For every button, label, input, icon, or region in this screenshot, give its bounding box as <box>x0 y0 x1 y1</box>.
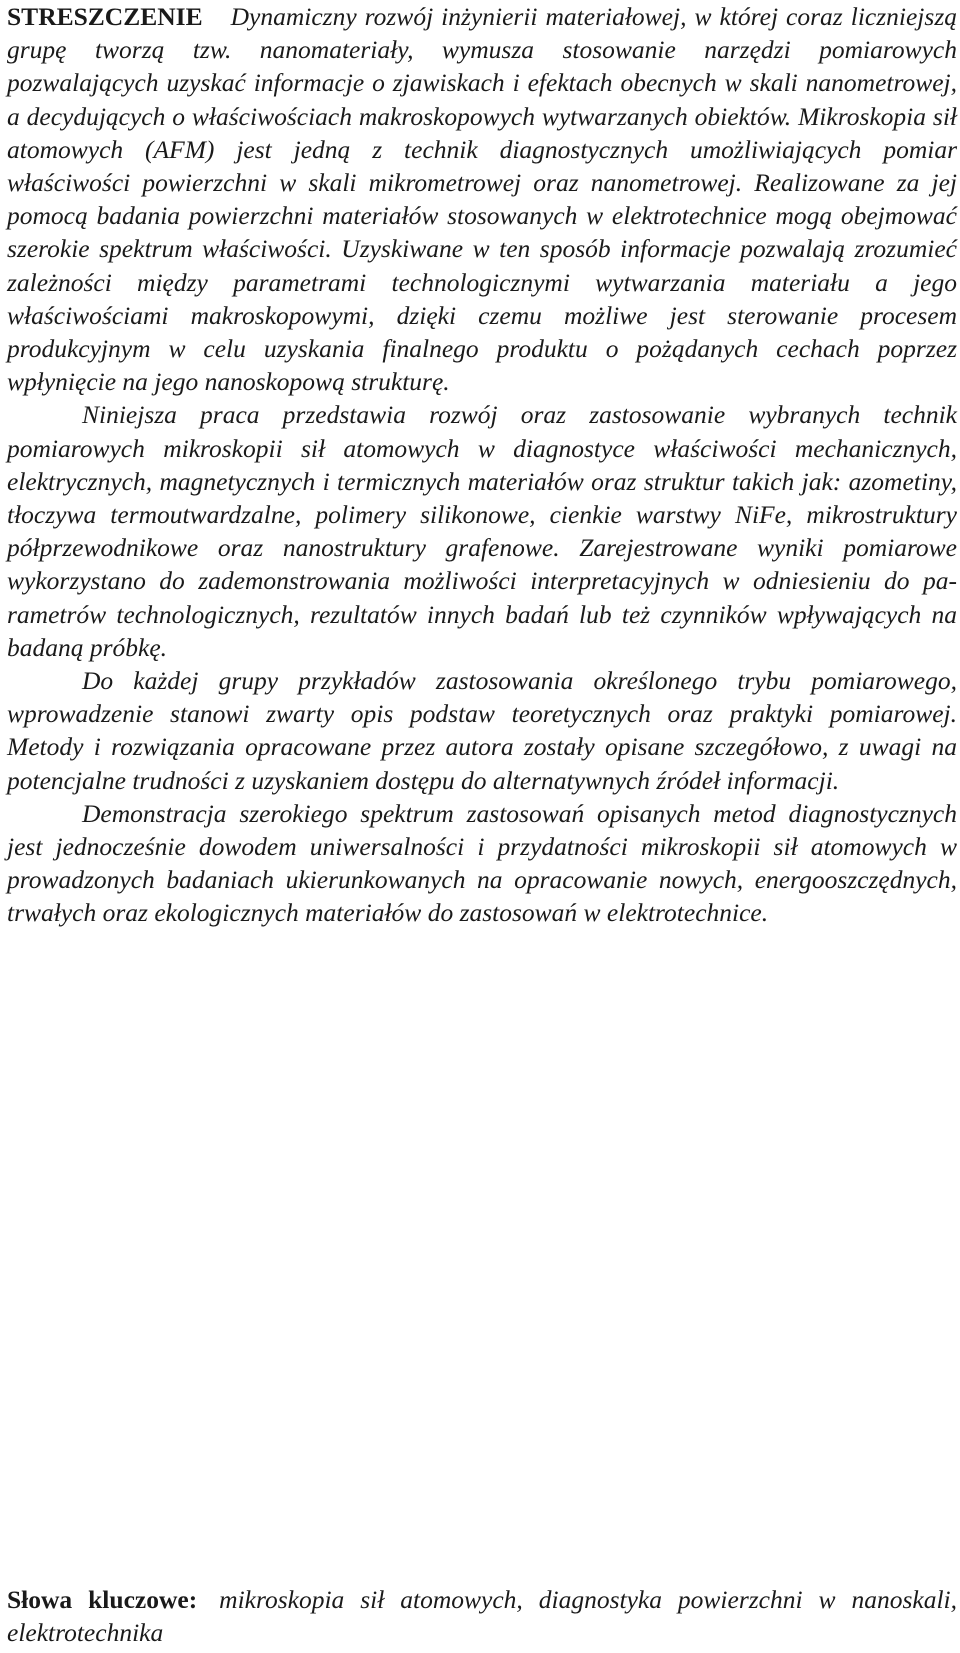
abstract-paragraph-1 <box>7 0 957 398</box>
keywords-label: Słowa kluczowe: <box>7 1585 198 1614</box>
abstract-paragraph-3: Do każdej grupy przykładów zastosowania określonego trybu pomiarowego, wprowadzenie stanowi zwarty opis podstaw teoretycznych oraz praktyki pomiarowej. Metody i rozwiązania opracowane przez autora zostały opisane szczegółowo, z uwagi na potencjalne trudności z uzyskaniem dostępu do alternatywnych źródeł informacji. <box>7 666 957 795</box>
abstract-section <box>7 0 957 930</box>
abstract-paragraph-4: Demonstracja szerokiego spektrum zastosowań opisanych metod diagnostycznych jest jednocześnie dowodem uniwersalności i przydatności mikroskopii sił atomowych w prowadzonych badaniach ukierunkowanych na opracowanie nowych, energooszczędnych, trwałych oraz ekologicznych materiałów do zastosowań w elektrotechnice. <box>7 798 957 928</box>
abstract-paragraph-2: Niniejsza praca przedstawia rozwój oraz zastosowanie wybranych technik pomiarowych mikroskopii sił atomowych w diagnostyce właściwości mechanicznych, elektrycznych, magnetycznych i termicznych materiałów oraz struktur takich jak: azometiny, tłoczywa termoutwardzalne, polimery silikonowe, cienkie warstwy NiFe, mikrostruktury półprzewodnikowe oraz nanostruktury grafenowe. Zarejestrowane wyniki pomiarowe wykorzystano do zademonstrowania możliwości interpretacyjnych w odniesieniu do parametrów technologicznych, rezultatów innych badań lub też czynników wpływających na badaną próbkę. <box>7 400 957 662</box>
keywords-section <box>7 1583 957 1649</box>
keywords-text: mikroskopia sił atomowych, diagnostyka powierzchni w nanoskali, elektrotechnika <box>7 1585 958 1648</box>
abstract-page <box>7 0 957 930</box>
abstract-heading: STRESZCZENIE <box>7 2 203 31</box>
abstract-paragraph-1-text: Dynamiczny rozwój inżynierii materiałowej, w której coraz liczniejszą grupę tworzą tzw. nanomateriały, wymusza stosowanie narzędzi pomiarowych pozwalających uzyskać informacje o zjawiskach i efektach obecnych w skali nanometrowej, a decydujących o właściwościach makroskopowych wytwarzanych obiektów. Mikroskopia sił atomowych (AFM) jest jedną z technik diagnostycznych umożliwiających pomiar właściwości powierzchni w skali mikrometrowej oraz nanometrowej. Realizowane za jej pomocą badania powierzchni materiałów stosowanych w elektrotechnice mogą obejmować szerokie spektrum właściwości. Uzyskiwane w ten sposób informacje pozwalają zrozumieć zależności między parametrami technologicznymi wytwarzania materiału a jego właściwościami makroskopowymi, dzięki czemu możliwe jest sterowanie procesem produkcyjnym w celu uzyskania finalnego produktu o pożądanych cechach poprzez wpłynięcie na jego nanoskopową strukturę. <box>7 2 957 397</box>
